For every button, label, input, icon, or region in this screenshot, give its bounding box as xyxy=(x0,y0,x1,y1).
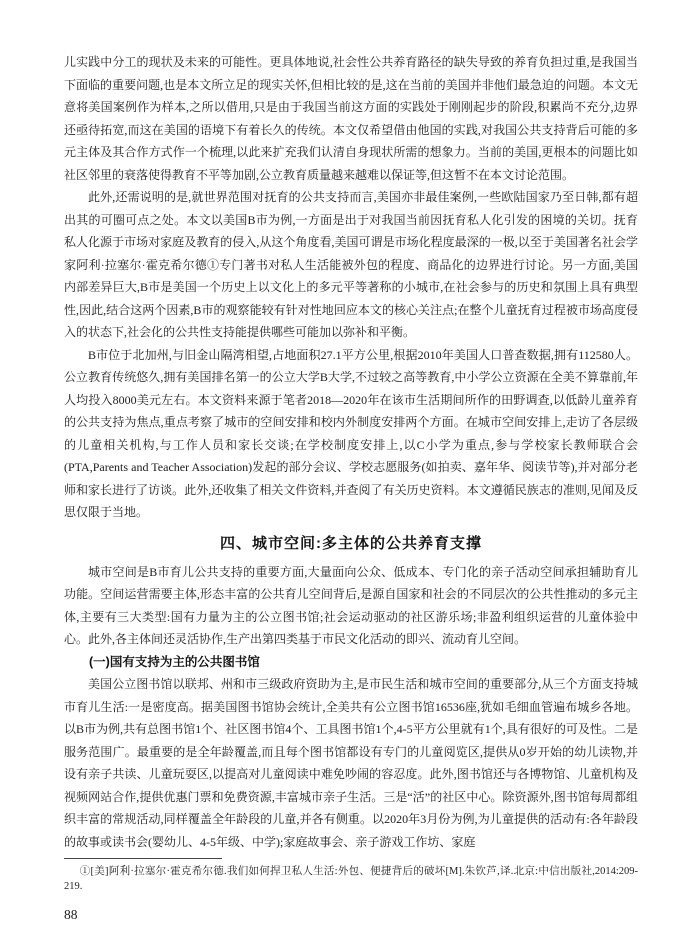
paragraph-continuation: 儿实践中分工的现状及未来的可能性。更具体地说,社会性公共养育路径的缺失导致的养育负担过重,是我国当下面临的重要问题,也是本文所立足的现实关怀,但相比较的是,这在当前的美国并非他们最急迫的问题。本文无意将美国案例作为样本,之所以借用,只是由于我国当前这方面的实践处于刚刚起步的阶段,积累尚不充分,边界还亟待拓宽,而这在美国的语境下有着长久的传统。本文仅希望借由他国的实践,对我国公共支持背后可能的多元主体及其合作方式作一个梳理,以此来扩充我们认清自身现状所需的想象力。当前的美国,更根本的问题比如社区邻里的衰落使得教育不平等加剧,公立教育质量越来越难以保证等,但这暂不在本文讨论范围。 xyxy=(64,55,638,182)
paragraph: 此外,还需说明的是,就世界范围对抚育的公共支持而言,美国亦非最佳案例,一些欧陆国家乃至日韩,都有超出其的可圈可点之处。本文以美国B市为例,一方面是出于对我国当前因抚育私人化引发的困境的关切。抚育私人化源于市场对家庭及教育的侵入,从这个角度看,美国可谓是市场化程度最深的一极,以至于美国著名社会学家阿利·拉塞尔·霍克希尔德①专门著书对私人生活能被外包的程度、商品化的边界进行讨论。另一方面,美国内部差异巨大,B市是美国一个历史上以文化上的多元平等著称的小城市,在社会参与的历史和氛围上具有典型性,因此,结合这两个因素,B市的观察能较有针对性地回应本文的核心关注点;在整个儿童抚育过程被市场高度侵入的状态下,社会化的公共性支持能提供哪些可能加以弥补和平衡。 xyxy=(64,190,638,339)
subsection-heading: (一)国有支持为主的公共图书馆 xyxy=(89,654,260,669)
footnote-divider xyxy=(64,858,222,859)
paragraph: 城市空间是B市育儿公共支持的重要方面,大量面向公众、低成本、专门化的亲子活动空间承担辅助育儿功能。空间运营需要主体,形态丰富的公共育儿空间背后,是源自国家和社会的不同层次的公共性推动的多元主体,主要有三大类型:国有力量为主的公立图书馆;社会运动驱动的社区游乐场;非盈利组织运营的儿童体验中心。此外,各主体间还灵活协作,生产出第四类基于市民文化活动的即兴、流动育儿空间。 xyxy=(64,564,638,646)
footnote-citation: ①[美]阿利·拉塞尔·霍克希尔德.我们如何捍卫私人生活:外包、便捷背后的破坏[M].朱钦芦,译.北京:中信出版社,2014:209-219. xyxy=(64,866,638,892)
paragraph: B市位于北加州,与旧金山隔湾相望,占地面积27.1平方公里,根据2010年美国人口普查数据,拥有112580人。公立教育传统悠久,拥有美国排名第一的公立大学B大学,不过较之高等教育,中小学公立资源在全美不算靠前,年人均投入8000美元左右。本文资料来源于笔者2018—2020年在该市生活期间所作的田野调查,以低龄儿童养育的公共支持为焦点,重点考察了城市的空间安排和校内外制度安排两个方面。在城市空间安排上,走访了各层级的儿童相关机构,与工作人员和家长交谈;在学校制度安排上,以C小学为重点,参与学校家长教师联合会(PTA,Parents and Teacher Association)发起的部分会议、学校志愿服务(如拍卖、嘉年华、阅读节等),并对部分老师和家长进行了访谈。此外,还收集了相关文件资料,并查阅了有关历史资料。本文遵循民族志的准则,见闻及反思仅限于当地。 xyxy=(64,347,638,519)
footnote-area xyxy=(64,858,638,894)
paragraph: 美国公立图书馆以联邦、州和市三级政府资助为主,是市民生活和城市空间的重要部分,从三个方面支持城市育儿生活:一是密度高。据美国图书馆协会统计,全美共有公立图书馆16536座,犹如毛细血管遍布城乡各地。以B市为例,共有总图书馆1个、社区图书馆4个、工具图书馆1个,4-5平方公里就有1个,具有很好的可及性。二是服务范围广。最重要的是全年龄覆盖,而且每个图书馆都设有专门的儿童阅览区,提供从0岁开始的幼儿读物,并设有亲子共读、儿童玩耍区,以提高对儿童阅读中难免吵闹的容忍度。此外,图书馆还与各博物馆、儿童机构及视频网站合作,提供优惠门票和免费资源,丰富城市亲子生活。三是“活”的社区中心。除资源外,图书馆每周都组织丰富的常规活动,同样覆盖全年龄段的儿童,并各有侧重。以2020年3月份为例,为儿童提供的活动有:各年龄段的故事或读书会(婴幼儿、4-5年级、中学);家庭故事会、亲子游戏工作坊、家庭 xyxy=(64,677,638,849)
article-body xyxy=(64,51,638,923)
section-heading: 四、城市空间:多主体的公共养育支撑 xyxy=(220,534,482,552)
page-number: 88 xyxy=(64,907,78,922)
